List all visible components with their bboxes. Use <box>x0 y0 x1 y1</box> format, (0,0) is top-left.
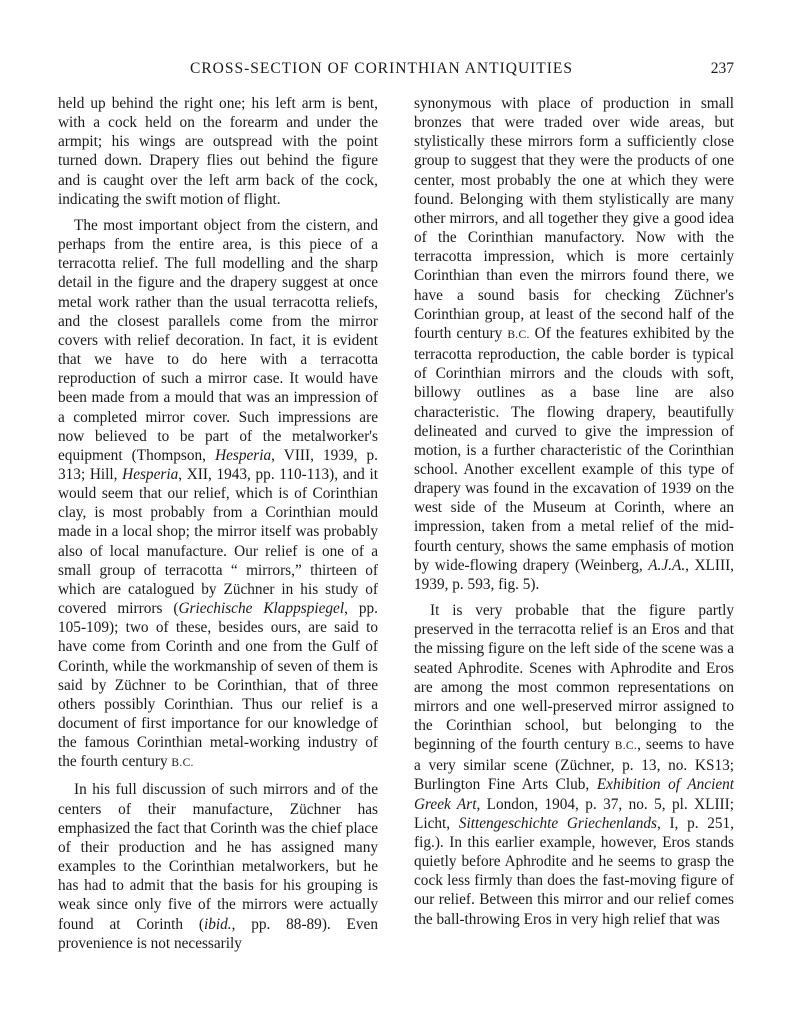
running-header <box>0 60 792 82</box>
book-title: Exhibition of Ancient Greek Art <box>414 776 735 813</box>
left-column <box>58 94 378 953</box>
right-column <box>414 94 734 929</box>
paragraph-left-2: The most important object from the cistern, and perhaps from the entire area, is this piece of a terracotta relief. The full modelling and the sharp detail in the figure and the drapery suggest at once metal work rather than the usual terracotta reliefs, and the closest parallels come from the mirror covers with relief decoration. In fact, it is evident that we have to do here with a terracotta reproduction of such a mirror case. It would have been made from a mould that was an impression of a completed mirror cover. Such impressions are now believed to be part of the metalworker's equipment (Thompson, Hesperia, VIII, 1939, p. 313; Hill, Hesperia, XII, 1943, pp. 110-113), and it would seem that our relief, which is of Corinthian clay, is most probably from a Corinthian mould made in a local shop; the mirror itself was probably also of local manufacture. Our relief is one of a small group of terracotta “ mirrors,” thirteen of which are catalogued by Züchner in his study of covered mirrors (Griechische Klappspiegel, pp. 105-109); two of these, besides ours, are said to have come from Corinth and one from the Gulf of Corinth, while the workmanship of seven of them is said by Züchner to be Corinthian, that of three others possibly Corinthian. Thus our relief is a document of first importance for our knowledge of the famous Corinthian metal-working industry of the fourth century B.C. <box>58 216 378 771</box>
paragraph-left-1: held up behind the right one; his left arm is bent, with a cock held on the forearm and under the armpit; his wings are outspread with the point turned down. Drapery flies out behind the figure and is caught over the left arm back of the cock, indicating the swift motion of flight. <box>58 95 378 208</box>
page-number: 237 <box>710 60 734 77</box>
paragraph-right-1: synonymous with place of production in small bronzes that were traded over wide areas, but stylistically these mirrors form a sufficiently close group to suggest that they were the products of one center, most probably the one at which they were found. Belonging with them stylistically are many other mirrors, and all together they give a good idea of the Corinthian manufactory. Now with the terracotta impression, which is more certainly Corinthian than even the mirrors found there, we have a sound basis for checking Züchner's Corinthian group, at least of the second half of the fourth century B.C. Of the features exhibited by the terracotta reproduction, the cable border is typical of Corinthian mirrors and the clouds with soft, billowy outlines as a base line are also characteristic. The flowing drapery, beautifully delineated and curved to give the impression of motion, is a further characteristic of the Corinthian school. Another excellent example of this type of drapery was found in the excavation of 1939 on the west side of the Museum at Corinth, where an impression, taken from a metal relief of the mid-fourth century, shows the same emphasis of motion by wide-flowing drapery (Weinberg, A.J.A., XLIII, 1939, p. 593, fig. 5). <box>414 95 734 593</box>
journal-title: A.J.A. <box>648 556 686 574</box>
citation-abbrev: ibid. <box>203 915 232 933</box>
paragraph-left-3: In his full discussion of such mirrors and of the centers of their manufacture, Züchner has emphasized the fact that Corinth was the chief place of their production and he has assigned many examples to the Corinthian metalworkers, but he has had to admit that the basis for his grouping is weak since only five of the mirrors were actually found at Corinth (ibid., pp. 88-89). Even provenience is not necessarily <box>58 781 378 952</box>
book-title: Griechische Klappspiegel <box>178 600 345 618</box>
journal-title: Hesperia <box>215 446 272 464</box>
book-title: Sittengeschichte Griechenlands <box>458 814 657 832</box>
paragraph-right-2: It is very probable that the figure partly preserved in the terracotta relief is an Eros and that the missing figure on the left side of the scene was a seated Aphrodite. Scenes with Aphrodite and Eros are among the most common representations on mirrors and one well-preserved mirror assigned to the Corinthian school, but belonging to the beginning of the fourth century B.C., seems to have a very similar scene (Züchner, p. 13, no. KS13; Burlington Fine Arts Club, Exhibition of Ancient Greek Art, London, 1904, p. 37, no. 5, pl. XLIII; Licht, Sittengeschichte Griechenlands, I, p. 251, fig.). In this earlier example, however, Eros stands quietly before Aphrodite and he seems to grasp the cock less firmly than does the fast-moving figure of our relief. Between this mirror and our relief comes the ball-throwing Eros in very high relief that was <box>414 602 735 928</box>
journal-title: Hesperia <box>122 465 179 483</box>
running-title: CROSS-SECTION OF CORINTHIAN ANTIQUITIES <box>190 60 574 77</box>
